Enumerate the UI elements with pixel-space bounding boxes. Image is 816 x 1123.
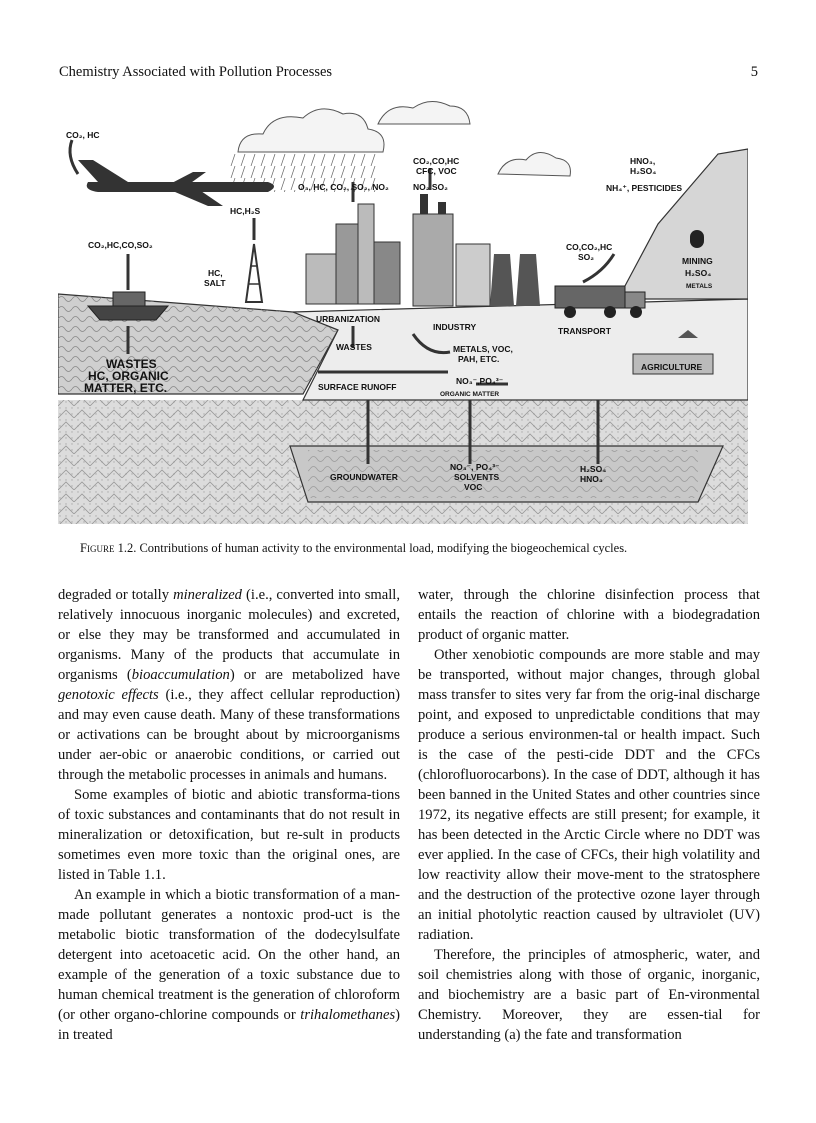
label-surface-runoff: SURFACE RUNOFF: [318, 382, 397, 392]
label-industry: INDUSTRY: [433, 322, 477, 332]
left-paragraph-1: degraded or totally mineralized (i.e., converted into small, relatively innocuous inorganic molecules) and excreted, or else they may be transformed and accumulated in organisms. Many of the products that accumulate in organisms (bioaccumulation) or are metabolized have genotoxic effects (i.e., they affect cellular reproduction) and may even cause death. Many of these transformations or activations can be brought about by microorganisms under aer-obic or anaerobic conditions, or carried out through the metabolic processes in animals and humans.: [58, 587, 401, 783]
label-o3-line: O₃, HC, CO₂, SO₂, NO₂: [298, 182, 389, 192]
label-co2-hc: CO₂, HC: [66, 130, 100, 140]
right-paragraph-1: water, through the chlorine disinfection process that entails the reaction of chlorine with a biodegradation product of organic matter.: [418, 587, 760, 643]
label-hc-salt-2: SALT: [204, 278, 226, 288]
label-agriculture: AGRICULTURE: [641, 362, 703, 372]
cloud-center: [378, 101, 470, 124]
plane-exhaust-arrow: [70, 140, 78, 174]
oil-derrick: [246, 244, 262, 302]
page-number: 5: [750, 64, 758, 80]
caption-text: Contributions of human activity to the environmental load, modifying the biogeochemical cycles.: [139, 541, 628, 555]
label-no3-po4: NO₃⁻,PO₄³⁻: [456, 376, 504, 386]
boat: [88, 306, 168, 320]
mine-entrance: [690, 230, 704, 248]
boat-cabin: [113, 292, 145, 306]
right-column: [418, 585, 760, 1045]
label-pah-etc: PAH, ETC.: [458, 354, 500, 364]
label-organic-matter: ORGANIC MATTER: [440, 391, 500, 398]
label-hc-salt-1: HC,: [208, 268, 223, 278]
label-wastes-1: WASTES: [106, 357, 157, 371]
label-gw-h2so4: H₂SO₄: [580, 464, 607, 474]
left-paragraph-3: An example in which a biotic transformation of a man-made pollutant generates a nontoxic prod-uct is the metabolic biotic transformation of the dodecylsulfate detergent into acetoacetic acid. On the other hand, an example of the generation of a toxic substance due to human chemical treatment is the generation of chloroform (or other organo-chlorine compounds or trihalomethanes) in treated: [58, 887, 400, 1043]
label-hno3: HNO₃,: [630, 156, 656, 166]
cloud-left: [238, 109, 384, 152]
running-header: [59, 64, 758, 84]
label-co2-hc-co-so2: CO₂,HC,CO,SO₂: [88, 240, 153, 250]
caption-number: 1.2.: [114, 541, 140, 555]
label-groundwater: GROUNDWATER: [330, 472, 398, 482]
label-urbanization: URBANIZATION: [316, 314, 381, 324]
label-wastes-2: HC, ORGANIC: [88, 369, 169, 383]
left-column: [58, 585, 400, 1045]
industry: [413, 194, 540, 306]
right-paragraph-3: Therefore, the principles of atmospheric, water, and soil chemistries along with those of organic, inorganic, and biochemistry are a basic part of En-vironmental Chemistry. Moreover, they are essen-tial for understanding (a) the fate and transformation: [418, 947, 760, 1043]
left-paragraph-2: Some examples of biotic and abiotic transforma-tions of toxic substances and contaminants that do not result in mineralization or detoxification, but re-sult in products sometimes even more toxic than the original ones, are listed in Table 1.1.: [58, 787, 400, 883]
label-gw-hno3: HNO₃: [580, 474, 603, 484]
label-h2so4: H₂SO₄: [630, 166, 657, 176]
pollution-figure: [58, 94, 748, 524]
label-gw-solvents: SOLVENTS: [454, 472, 500, 482]
label-mining-h2so4: H₂SO₄: [685, 268, 712, 278]
running-title: Chemistry Associated with Pollution Processes: [59, 64, 333, 80]
label-metals-voc: METALS, VOC,: [453, 344, 513, 354]
label-gw-no3-po4: NO₃⁻, PO₄³⁻: [450, 462, 500, 472]
label-so2: SO₂: [578, 252, 595, 262]
city: [306, 204, 400, 304]
right-paragraph-2: Other xenobiotic compounds are more stable and may be transported, without major changes, through global mass transfer to sites very far from the orig-inal discharge point, and exposed to unpredictable conditions that may produce a serious environmen-tal or health impact. Such is the case of the pesti-cide DDT and the CFCs (chlorofluorocarbons). In the case of DDT, although it has been banned in the United States and other countries since 1972, its negative effects are still present; for example, it has been detected in the Arctic Circle where no DDT was ever applied. In the case of CFCs, their high volatility and low reactivity allow their move-ment to the stratosphere and the destruction of the protective ozone layer through an initial photolytic reaction caused by ultraviolet (UV) radiation.: [418, 647, 760, 943]
label-hc-h2s: HC,H₂S: [230, 206, 261, 216]
label-wastes-3: MATTER, ETC.: [84, 381, 168, 395]
label-co-co2-hc: CO,CO₂,HC: [566, 242, 613, 252]
label-co2-co-hc: CO₂,CO,HC: [413, 156, 460, 166]
label-mining: MINING: [682, 256, 713, 266]
figure-caption: [80, 541, 760, 556]
label-cfc-voc: CFC, VOC: [416, 166, 457, 176]
label-wastes-small: WASTES: [336, 342, 372, 352]
caption-label: Figure: [80, 541, 115, 555]
cloud-right: [498, 152, 570, 176]
label-metals: METALS: [686, 283, 713, 290]
label-no2-so2: NO₂ SO₂: [413, 182, 448, 192]
label-gw-voc: VOC: [464, 482, 483, 492]
label-transport: TRANSPORT: [558, 326, 611, 336]
label-nh4-pesticides: NH₄⁺, PESTICIDES: [606, 183, 683, 193]
